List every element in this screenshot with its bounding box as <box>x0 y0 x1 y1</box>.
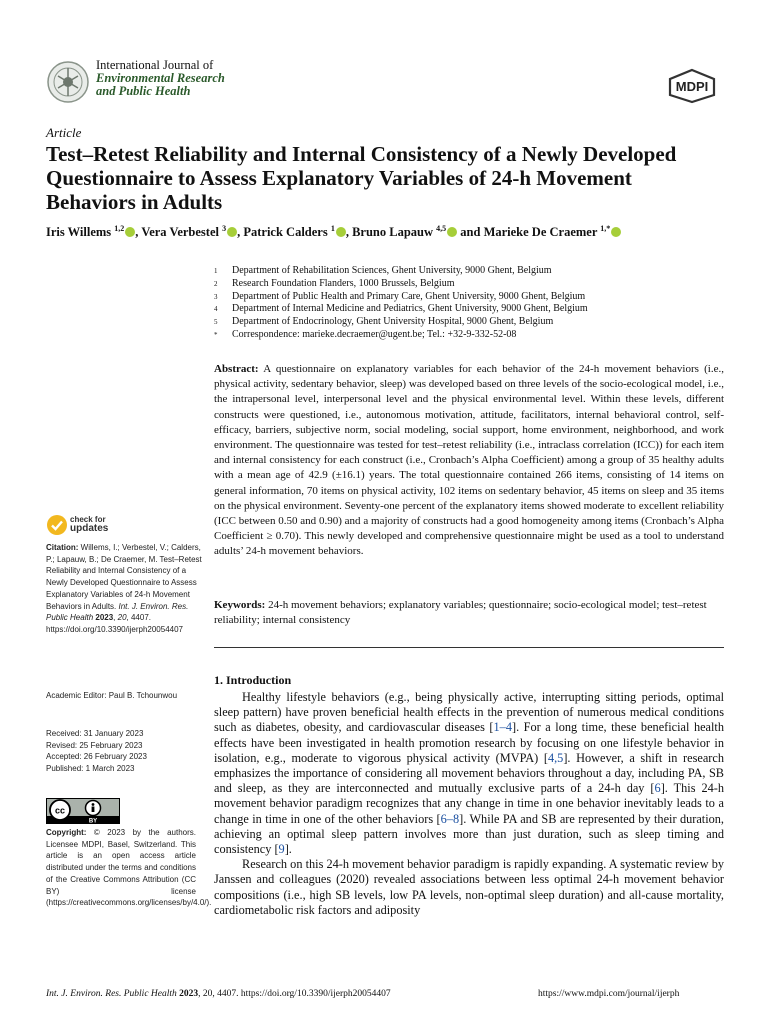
affiliation-item <box>214 291 724 304</box>
article-type: Article <box>46 125 82 140</box>
citation-doi[interactable]: , 4407. https://doi.org/10.3390/ijerph20054407 <box>46 613 183 634</box>
affiliation-text: Department of Rehabilitation Sciences, Ghent University, 9000 Ghent, Belgium <box>232 265 552 276</box>
citation-year: 2023 <box>95 613 114 623</box>
affiliation-number: * <box>214 330 218 339</box>
journal-name-line2: Environmental Research <box>96 71 225 85</box>
orcid-icon[interactable] <box>227 227 237 237</box>
citation-volume: 20 <box>117 613 127 623</box>
reference-link[interactable]: 6 <box>654 781 661 796</box>
check-updates-line2: updates <box>70 523 109 534</box>
footer-citation <box>46 989 391 999</box>
affiliation-number: 3 <box>214 292 218 301</box>
copyright-text: © 2023 by the authors. Licensee MDPI, Basel, Switzerland. This article is an open access article distributed under the terms and conditions of the Creative Commons Attribution (CC BY) license (https://creativecommons.org/licenses/by/4.0/). <box>46 828 212 908</box>
intro-text: ]. This 24-h movement behavior paradigm recognizes that any change in time in one behavior inevitably leads to a change in time in one of the other behaviors [ <box>214 781 724 826</box>
affiliation-item <box>214 278 724 291</box>
intro-text: ]. For a long time, these beneficial health effects have been investigated in health promotion research by focusing on one lifestyle behavior in isolation, e.g., moderate to vigorous physical activity (MVPA) [ <box>214 720 724 765</box>
orcid-icon[interactable] <box>611 227 621 237</box>
author-name: Patrick Calders <box>243 225 331 240</box>
footer-doi[interactable]: , 20, 4407. https://doi.org/10.3390/ijerph20054407 <box>198 989 391 999</box>
reference-link[interactable]: 4,5 <box>547 750 564 765</box>
affiliation-text: Research Foundation Flanders, 1000 Brussels, Belgium <box>232 277 455 289</box>
date-accepted: Accepted: 26 February 2023 <box>46 752 147 762</box>
abstract-text: A questionnaire on explanatory variables for each behavior of the 24-h movement behaviors (i.e., physical activity, sedentary behavior, sleep) was developed based on three levels of the socio-ecological model, i.e., the intrapersonal level, interpersonal level and the physical environmental level. Within these levels, different constructs were questioned, i.e., autonomous motivation, attitude, facilitators, internal behavioral control, self-efficacy, barriers, subjective norm, social modeling, social support, home environment, neighborhood, and work environment. The questionnaire was tested for test–retest reliability (i.e., intraclass correlation (ICC)) for each item and internal consistency for each construct (i.e., Cronbach’s Alpha Coefficient) among a group of 35 healthy adults with a mean age of 42.9 (±16.1) years. The total questionnaire contained 266 items, consisting of 14 items on general information, 70 items on physical activity, 102 items on sedentary behavior, 45 items on sleep and 35 items on the physical environment. Seventy-one percent of the explanatory items showed moderate to excellent reliability (ICC between 0.50 and 0.90) and a majority of constructs had a good homogeneity among items (Cronbach’s Alpha Coefficient ≥ 0.70). This newly developed and comprehensive questionnaire might be used as a tool to understand adults’ 24-h movement behaviors. <box>214 363 724 558</box>
footer-year: 2023 <box>179 989 199 999</box>
affiliation-number: 2 <box>214 279 218 288</box>
reference-link[interactable]: 9 <box>278 842 285 857</box>
author-name: Marieke De Craemer <box>483 225 601 240</box>
citation-label: Citation: <box>46 543 79 552</box>
affiliation-number: 5 <box>214 318 218 327</box>
author-name: Iris Willems <box>46 225 115 240</box>
author-affiliation-mark: 3 <box>222 224 227 233</box>
orcid-icon[interactable] <box>447 227 457 237</box>
intro-text: ]. While PA and SB are represented by their duration, achieving an optimal sleep pattern involves more than just duration, such as sleep timing and consistency [ <box>214 811 724 857</box>
intro-heading: 1. Introduction <box>214 673 292 687</box>
check-updates-icon <box>46 514 68 536</box>
author-separator: , <box>345 225 353 240</box>
author-name: Bruno Lapauw <box>352 225 437 240</box>
citation-text: Willems, I.; Verbestel, V.; Calders, P.; Lapauw, B.; De Craemer, M. Test–Retest Reliability and Internal Consistency of a Newly Developed Questionnaire to Assess Explanatory Variables of 24-h Movement Behaviors in Adults. <box>46 543 202 611</box>
mdpi-logo-text: MDPI <box>675 79 709 94</box>
reference-link[interactable]: 1–4 <box>493 720 512 735</box>
abstract-label: Abstract: <box>214 363 259 375</box>
mdpi-logo-icon <box>666 68 718 104</box>
keywords-label: Keywords: <box>214 599 266 611</box>
citation-journal: Int. J. Environ. Res. Public Health <box>46 601 189 623</box>
intro-text: ]. <box>284 842 292 857</box>
affiliation-item <box>214 329 724 342</box>
author-separator: and <box>457 225 484 240</box>
date-revised: Revised: 25 February 2023 <box>46 740 143 750</box>
date-published: Published: 1 March 2023 <box>46 764 135 774</box>
intro-body <box>214 690 724 918</box>
academic-editor <box>46 690 186 702</box>
copyright-label: Copyright: <box>46 828 87 837</box>
publication-dates <box>46 728 206 775</box>
section-divider <box>214 647 724 648</box>
affiliation-item <box>214 303 724 316</box>
date-received: Received: 31 January 2023 <box>46 729 144 738</box>
journal-name-line3: and Public Health <box>96 84 191 98</box>
cc-by-license-icon[interactable] <box>46 798 120 824</box>
author-affiliation-mark: 1,* <box>600 224 611 233</box>
reference-link[interactable]: 6–8 <box>440 811 460 826</box>
affiliation-item <box>214 265 724 278</box>
abstract <box>214 362 724 560</box>
article-title: Test–Retest Reliability and Internal Consistency of a Newly Developed Questionnaire to Assess Explanatory Variables of 24-h Movement Behaviors in Adults <box>46 142 677 214</box>
author-affiliation-mark: 1 <box>330 224 335 233</box>
journal-name-line1: International Journal of <box>96 58 214 72</box>
svg-text:cc: cc <box>54 805 66 816</box>
intro-paragraph-1 <box>214 690 724 857</box>
footer-journal: Int. J. Environ. Res. Public Health <box>46 989 177 999</box>
journal-name <box>96 59 225 98</box>
journal-logo-icon <box>46 60 90 104</box>
author-name: Vera Verbestel <box>141 225 223 240</box>
check-updates-text <box>70 515 108 533</box>
citation-block: Citation: Willems, I.; Verbestel, V.; Calders, P.; Lapauw, B.; De Craemer, M. Test–Retest Reliability and Internal Consistency of a Newly Developed Questionnaire to Assess Explanatory Variables of 24-h Movement Behaviors in Adults. Int. J. Environ. Res. Public Health 2023, 20, 4407. https://doi.org/10.3390/ijerph20054407 <box>46 543 202 634</box>
editor-name: Paul B. Tchounwou <box>108 691 178 700</box>
author-separator: , <box>135 225 142 240</box>
affiliation-number: 4 <box>214 305 218 314</box>
orcid-icon[interactable] <box>336 227 346 237</box>
keywords-text: 24-h movement behaviors; explanatory variables; questionnaire; socio-ecological model; test–retest reliability; internal consistency <box>214 599 707 627</box>
keywords <box>214 598 724 628</box>
affiliation-item <box>214 316 724 329</box>
author-separator: , <box>237 225 244 240</box>
intro-text: Healthy lifestyle behaviors (e.g., being physically active, interrupting sitting periods, optimal sleep pattern) have proven beneficial health effects in the prevention of numerous medical conditions such as diabetes, obesity, and cardiovascular diseases [ <box>214 690 724 735</box>
footer-journal-url[interactable]: https://www.mdpi.com/journal/ijerph <box>538 989 680 999</box>
check-for-updates-button[interactable] <box>46 514 156 538</box>
cc-by-label: BY <box>88 818 98 824</box>
author-affiliation-mark: 1,2 <box>114 224 125 233</box>
author-list <box>46 224 736 240</box>
affiliation-number: 1 <box>214 267 218 275</box>
copyright-block <box>46 827 212 909</box>
intro-paragraph-2: Research on this 24-h movement behavior paradigm is rapidly expanding. A systematic review by Janssen and colleagues (2020) revealed associations between less optimal 24-h movement behavior compositions (i.e., high SB levels, low PA levels, non-optimal sleep duration) and all-cause mortality, cardiometabolic risk factors and adiposity <box>214 857 724 917</box>
orcid-icon[interactable] <box>125 227 135 237</box>
affiliation-text: Department of Endocrinology, Ghent University Hospital, 9000 Ghent, Belgium <box>232 316 554 328</box>
affiliation-text: Correspondence: marieke.decraemer@ugent.be; Tel.: +32-9-332-52-08 <box>232 328 517 340</box>
author-affiliation-mark: 4,5 <box>436 224 447 233</box>
editor-label: Academic Editor: <box>46 691 107 700</box>
affiliations <box>214 265 724 342</box>
intro-text: ]. However, a shift in research emphasizes the importance of considering all movement behaviors throughout a day, including PA, SB and sleep, as they are interconnected and mutually exclusive parts of a 24-h day [ <box>214 750 724 796</box>
affiliation-text: Department of Internal Medicine and Pediatrics, Ghent University, 9000 Ghent, Belgium <box>232 303 588 315</box>
check-updates-line1: check for <box>70 515 106 524</box>
affiliation-text: Department of Public Health and Primary Care, Ghent University, 9000 Ghent, Belgium <box>232 290 586 302</box>
